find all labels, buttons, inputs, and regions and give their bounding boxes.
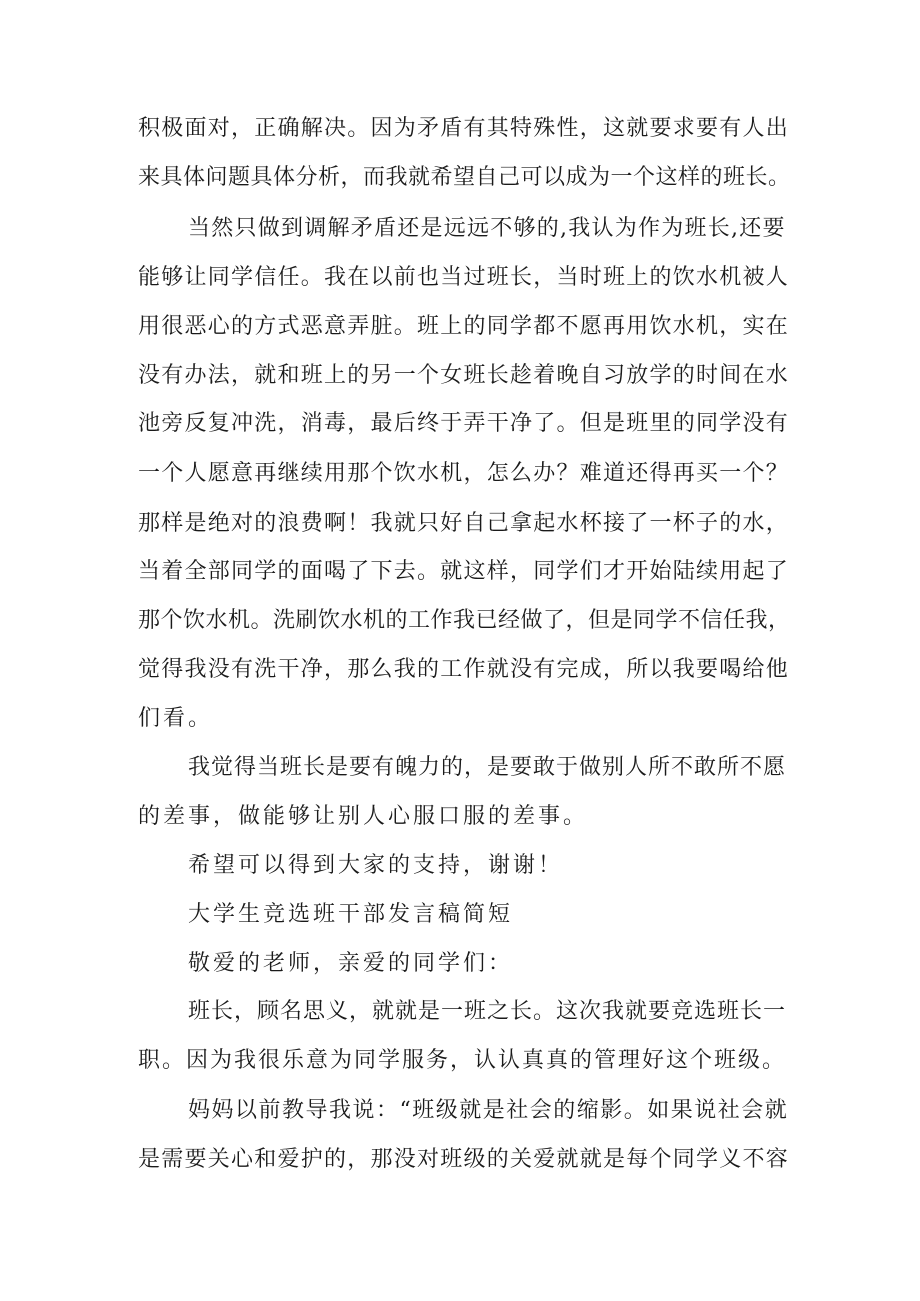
text-line: 班长，顾名思义，就就是一班之长。这次我就要竞选班长一 [188,999,787,1024]
text-line: 来具体问题具体分析，而我就希望自己可以成为一个这样的班长。 [138,165,791,190]
text-line: 能够让同学信任。我在以前也当过班长，当时班上的饮水机被人 [138,265,790,290]
text-line: 觉得我没有洗干净，那么我的工作就没有完成，所以我要喝给他 [138,657,790,682]
text-line: 积极面对，正确解决。因为矛盾有其特殊性，这就要求要有人出 [138,116,790,141]
text-line: 池旁反复冲洗，消毒，最后终于弄干净了。但是班里的同学没有 [138,411,790,436]
text-line: 我觉得当班长是要有魄力的，是要敢于做别人所不敢所不愿 [188,755,787,780]
text-line: 当然只做到调解矛盾还是远远不够的,我认为作为班长,还要 [188,216,786,241]
text-line: 当着全部同学的面喝了下去。就这样，同学们才开始陆续用起了 [138,559,790,584]
text-line: 那样是绝对的浪费啊！我就只好自己拿起水杯接了一杯子的水， [138,511,790,536]
text-line: 没有办法，就和班上的另一个女班长趁着晚自习放学的时间在水 [138,363,790,388]
section-title: 大学生竞选班干部发言稿简短 [188,902,514,927]
text-line: 职。因为我很乐意为同学服务，认认真真的管理好这个班级。 [138,1048,787,1073]
text-line: 希望可以得到大家的支持，谢谢！ [188,853,564,878]
text-line: 的差事，做能够让别人心服口服的差事。 [138,804,589,829]
text-line: 那个饮水机。洗刷饮水机的工作我已经做了，但是同学不信任我， [138,608,791,633]
text-line: 是需要关心和爱护的，那没对班级的关爱就就是每个同学义不容 [138,1147,790,1172]
text-line: 们看。 [138,706,214,731]
salutation: 敬爱的老师，亲爱的同学们： [188,951,514,976]
text-line: 妈妈以前教导我说：“班级就是社会的缩影。如果说社会就 [188,1098,789,1123]
text-line: 用很恶心的方式恶意弄脏。班上的同学都不愿再用饮水机，实在 [138,314,790,339]
text-line: 一个人愿意再继续用那个饮水机，怎么办？难道还得再买一个？ [138,461,790,486]
